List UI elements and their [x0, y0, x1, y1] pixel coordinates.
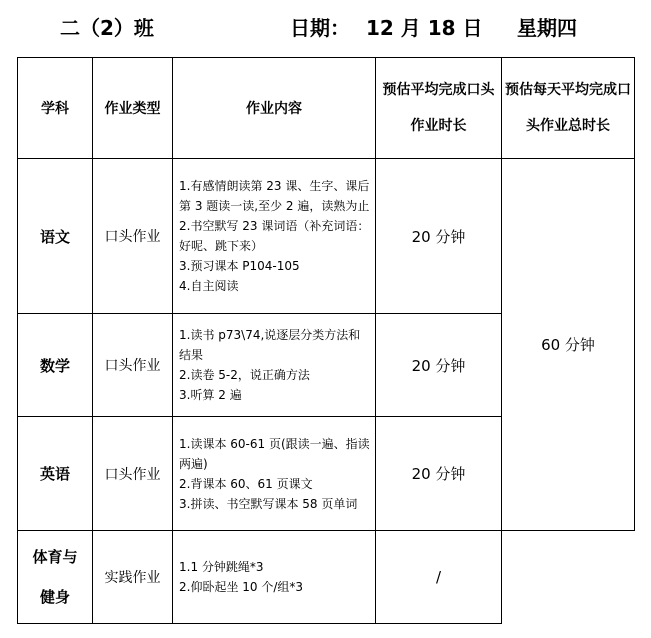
subject-line: 健身 — [39, 588, 70, 606]
content-line: 1.有感情朗读第 23 课、生字、课后第 3 题读一读,至少 2 遍，读熟为止 — [179, 179, 370, 213]
time-cell: 20 分钟 — [376, 314, 502, 417]
content-line: 2.背课本 60、61 页课文 — [179, 476, 313, 491]
type-cell: 口头作业 — [93, 159, 173, 314]
subject-cell: 语文 — [18, 159, 93, 314]
header-type: 作业类型 — [93, 58, 173, 159]
subject-line: 体育与 — [32, 548, 78, 566]
content-cell — [173, 417, 376, 531]
header-daily-total: 预估每天平均完成口头作业总时长 — [502, 58, 635, 159]
table-row — [18, 531, 635, 624]
content-line: 4.自主阅读 — [179, 279, 239, 293]
time-cell: 20 分钟 — [376, 159, 502, 314]
content-cell — [173, 159, 376, 314]
time-cell: 20 分钟 — [376, 417, 502, 531]
header-content: 作业内容 — [173, 58, 376, 159]
header-subject: 学科 — [18, 58, 93, 159]
content-line: 1.读书 p73\74,说逐层分类方法和结果 — [179, 328, 361, 362]
content-line: 3.听算 2 遍 — [179, 388, 242, 402]
content-line: 1.1 分钟跳绳*3 — [179, 560, 264, 574]
table-header-row — [18, 58, 635, 159]
content-line: 2.仰卧起坐 10 个/组*3 — [179, 580, 304, 594]
class-name: 二（2）班 — [60, 16, 154, 40]
type-cell: 实践作业 — [93, 531, 173, 624]
content-line: 1.读课本 60-61 页(跟读一遍、指读两遍) — [179, 436, 370, 471]
header-avg-time: 预估平均完成口头作业时长 — [376, 58, 502, 159]
content-line: 3.拼读、书空默写课本 58 页单词 — [179, 496, 358, 511]
content-cell — [173, 314, 376, 417]
type-cell: 口头作业 — [93, 417, 173, 531]
content-line: 2.书空默写 23 课词语（补充词语：好呢、跳下来） — [179, 219, 370, 253]
page-header — [0, 12, 651, 42]
content-line: 3.预习课本 P104-105 — [179, 259, 300, 273]
content-cell — [173, 531, 376, 624]
type-cell: 口头作业 — [93, 314, 173, 417]
weekday: 星期四 — [517, 16, 577, 40]
subject-cell: 数学 — [18, 314, 93, 417]
subject-cell: 英语 — [18, 417, 93, 531]
subject-cell — [18, 531, 93, 624]
homework-table — [17, 57, 635, 624]
time-cell: / — [376, 531, 502, 624]
content-line: 2.读卷 5-2，说正确方法 — [179, 368, 310, 382]
date-label: 日期： — [290, 16, 350, 40]
daily-total-cell: 60 分钟 — [502, 159, 635, 531]
table-row — [18, 159, 635, 314]
date-value: 12 月 18 日 — [366, 16, 483, 40]
